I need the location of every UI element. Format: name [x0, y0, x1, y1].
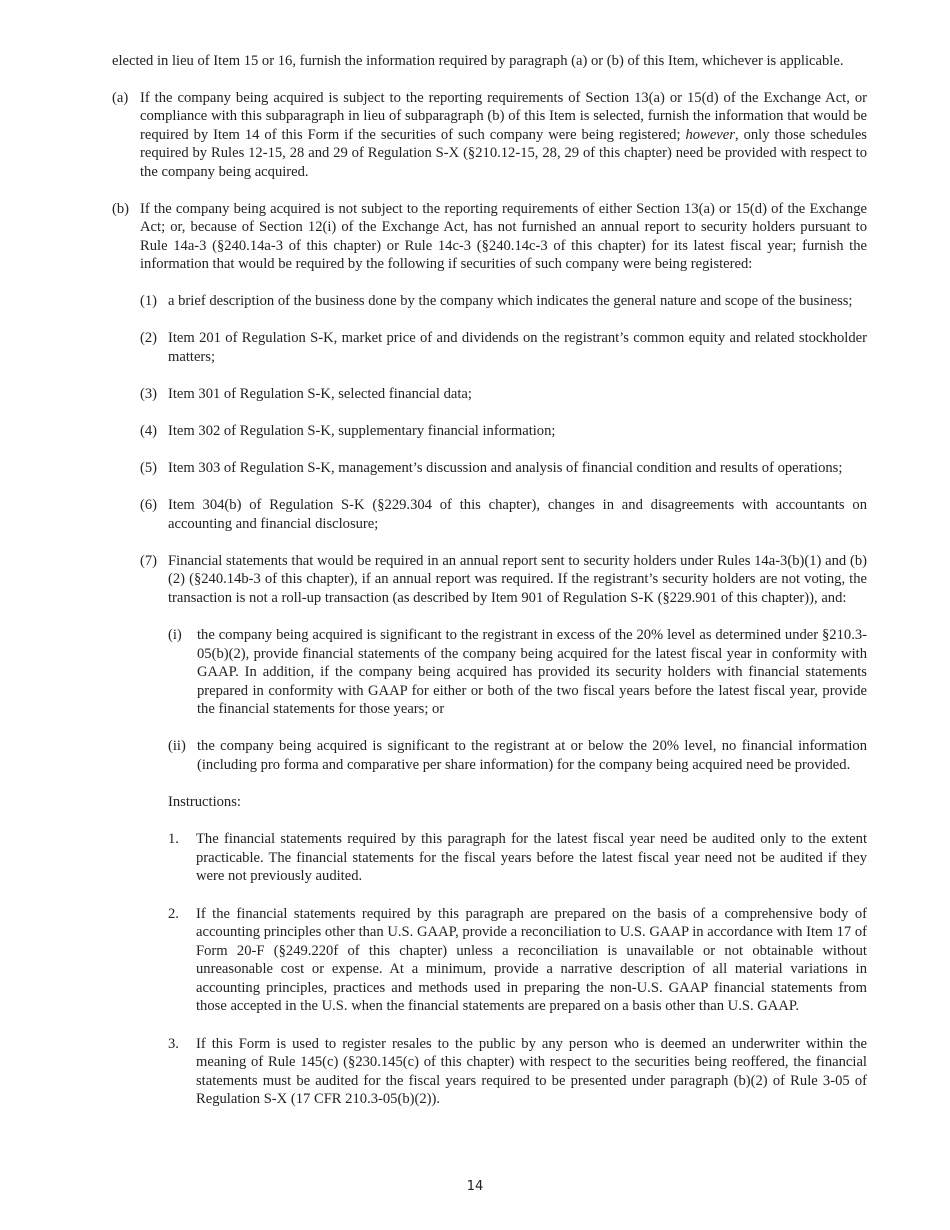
paragraph-a-emphasis: however — [685, 126, 735, 143]
paragraph-a-text-part1: If the company being acquired is subject to the reporting requirements of Section 13(a) or 15(d) of the Exchange Act, or compliance with this subparagraph in lieu of subparagraph (b) of this Item is selected, furnish the information that would be required by Item 14 of this Form if the securities of such company were being registered; — [140, 89, 867, 143]
instruction-text: If this Form is used to register resales to the public by any person who is deemed an underwriter within the meaning of Rule 145(c) (§230.145(c) of this chapter) with respect to the securities being reoffered, the financial statements must be audited for the fiscal years required to be presented under paragraph (b)(2) of Rule 3-05 of Regulation S-X (17 CFR 210.3-05(b)(2)). — [196, 1035, 867, 1108]
list-item-6 — [140, 496, 867, 533]
instruction-1 — [168, 830, 867, 886]
list-item-2 — [140, 329, 867, 366]
paragraph-a — [112, 89, 867, 182]
list-item-text: Item 301 of Regulation S-K, selected financial data; — [168, 385, 472, 402]
list-item-label: (7) — [140, 552, 158, 569]
instruction-text: If the financial statements required by this paragraph are prepared on the basis of a comprehensive body of accounting principles other than U.S. GAAP, provide a reconciliation to U.S. GAAP in accordance with Item 17 of Form 20-F (§249.220f of this chapter) unless a reconciliation is unavailable or not obtainable without unreasonable cost or expense. At a minimum, provide a narrative description of all material variations in accounting principles, practices and methods used in preparing the non-U.S. GAAP financial statements from those accepted in the U.S. when the financial statements are prepared on a basis other than U.S. GAAP. — [196, 905, 867, 1015]
instruction-label: 1. — [168, 831, 179, 848]
list-item-label: (1) — [140, 292, 158, 309]
paragraph-a-text-part2: , only those schedules required by Rules 12-15, 28 and 29 of Regulation S-X (§210.12-15, 28, 29 of this chapter) need be provided with respect to the company being acquired. — [140, 126, 867, 180]
list-item-3 — [140, 385, 867, 404]
instructions-heading: Instructions: — [168, 794, 241, 811]
instruction-2 — [168, 905, 867, 1017]
subitem-ii — [168, 737, 867, 774]
paragraph-b-label: (b) — [112, 200, 130, 217]
list-item-text: Item 303 of Regulation S-K, management’s discussion and analysis of financial condition and results of operations; — [168, 459, 843, 476]
list-item-text: Financial statements that would be required in an annual report sent to security holders under Rules 14a-3(b)(1) and (b)(2) (§240.14b-3 of this chapter), if an annual report was required. If the registrant’s security holders are not voting, the transaction is not a roll-up transaction (as described by Item 901 of Regulation S-K (§229.901 of this chapter)), and: — [168, 552, 867, 606]
subitem-label: (ii) — [168, 738, 186, 755]
document-page — [112, 52, 867, 1127]
page-number: 14 — [466, 1179, 484, 1194]
list-item-1 — [140, 292, 867, 311]
instruction-label: 2. — [168, 905, 179, 922]
paragraph-a-text — [140, 89, 867, 182]
instruction-3 — [168, 1035, 867, 1109]
list-item-text: Item 304(b) of Regulation S-K (§229.304 of this chapter), changes in and disagreements with accountants on accounting and financial disclosure; — [168, 497, 867, 532]
paragraph-a-label: (a) — [112, 89, 129, 106]
subitem-label: (i) — [168, 626, 182, 643]
list-item-text: Item 302 of Regulation S-K, supplementary financial information; — [168, 422, 556, 439]
instruction-text: The financial statements required by this paragraph for the latest fiscal year need be audited only to the extent practicable. The financial statements for the fiscal years before the latest fiscal year need not be audited if they were not previously audited. — [196, 831, 867, 885]
list-item-label: (2) — [140, 330, 158, 347]
subitem-text: the company being acquired is significant to the registrant at or below the 20% level, no financial information (including pro forma and comparative per share information) for the company being acquired need be provided. — [197, 738, 867, 774]
instruction-label: 3. — [168, 1035, 179, 1052]
list-item-text: Item 201 of Regulation S-K, market price of and dividends on the registrant’s common equity and related stockholder matters; — [168, 330, 867, 365]
list-item-5 — [140, 459, 867, 478]
list-item-label: (6) — [140, 497, 158, 513]
list-item-7 — [140, 552, 867, 608]
subitem-i — [168, 626, 867, 719]
paragraph-b-text: If the company being acquired is not subject to the reporting requirements of either Section 13(a) or 15(d) of the Exchange Act; or, because of Section 12(i) of the Exchange Act, has not furnished an annual report to security holders pursuant to Rule 14a-3 (§240.14a-3 of this chapter) or Rule 14c-3 (§240.14c-3 of this chapter) for its latest fiscal year; furnish the information that would be required by the following if securities of such company were being registered: — [140, 200, 867, 273]
list-item-label: (3) — [140, 385, 158, 402]
intro-paragraph: elected in lieu of Item 15 or 16, furnish the information required by paragraph (a) or (b) of this Item, whichever is applicable. — [112, 53, 844, 69]
subitem-text: the company being acquired is significant to the registrant in excess of the 20% level as determined under §210.3-05(b)(2), provide financial statements of the company being acquired for the latest fiscal year in conformity with GAAP. In addition, if the company being acquired has provided its security holders with financial statements prepared in conformity with GAAP for either or both of the two fiscal years before the latest fiscal year, provide the financial statements for those years; or — [197, 626, 867, 718]
list-item-label: (5) — [140, 459, 158, 476]
paragraph-b — [112, 200, 867, 274]
list-item-text: a brief description of the business done by the company which indicates the general nature and scope of the business; — [168, 292, 853, 309]
list-item-label: (4) — [140, 422, 158, 439]
list-item-4 — [140, 422, 867, 441]
